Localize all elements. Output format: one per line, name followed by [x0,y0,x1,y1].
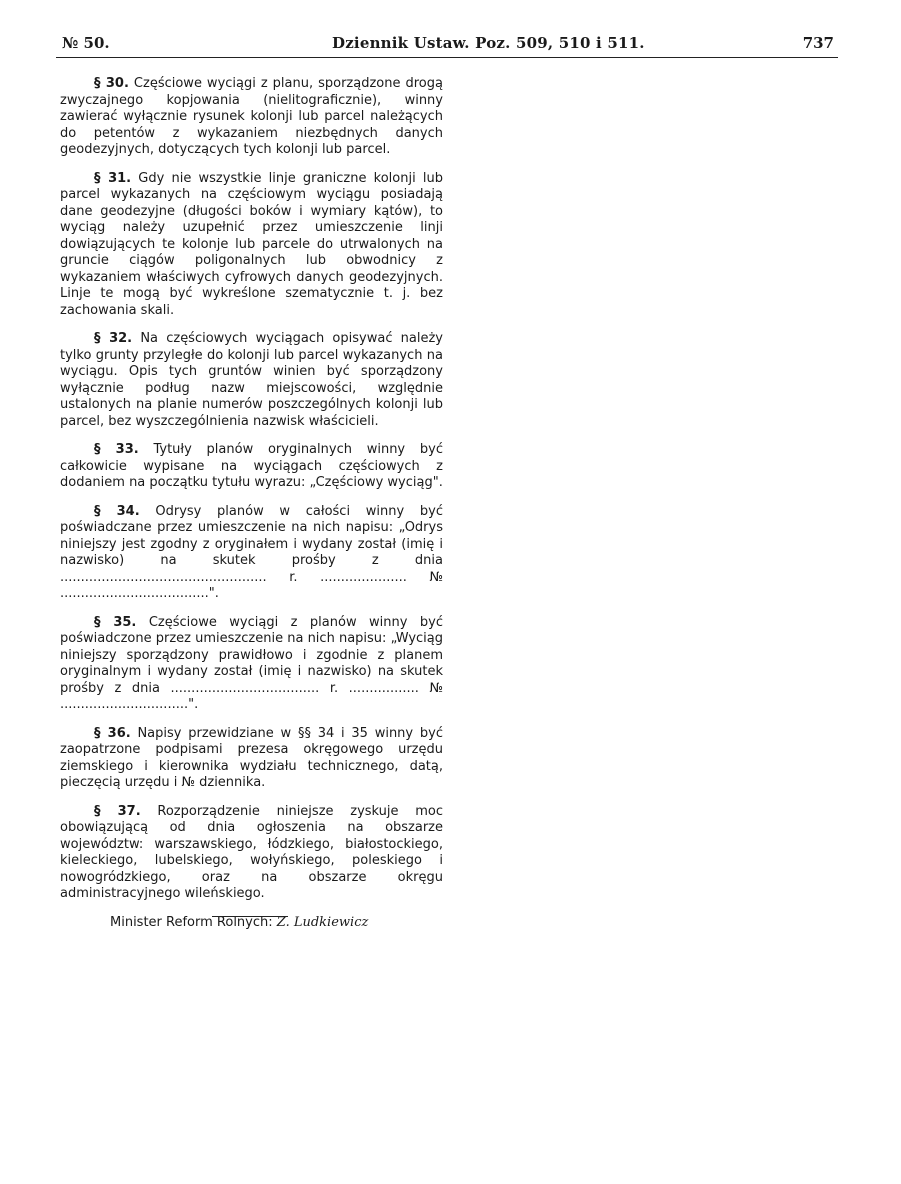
paragraph-text: Napisy przewidziane w §§ 34 i 35 winny być zaopatrzone podpisami prezesa okręgowego urzędu ziemskiego i kierownika wydziału technicznego, datą, pieczęcią urzędu i № dziennika. [60,725,443,790]
paragraph-text: Na częściowych wyciągach opisywać należy tylko grunty przyległe do kolonji lub parcel wykazanych na wyciągu. Opis tych gruntów winien być sporządzony wyłącznie podług nazw miejscowości, względnie ustalonych na planie numerów poszczególnych kolonji lub parcel, bez wyszczególnienia nazwisk właścicieli. [60,331,443,429]
paragraph-31 [60,171,443,320]
text-column [60,76,443,931]
paragraph-text: Gdy nie wszystkie linje graniczne kolonji lub parcel wykazanych na częściowym wyciągu posiadają dane geodezyjne (długości boków i wymiary kątów), to wyciąg należy uzupełnić przez umieszczenie linji dowiązujących te kolonje lub parcele do utrwalonych na gruncie ciągów poligonalnych lub obwodnicy z wykazaniem właściwych cyfrowych danych geodezyjnych. Linje te mogą być wykreślone szematycznie t. j. bez zachowania skali. [60,170,443,318]
paragraph-35 [60,615,443,714]
paragraph-34 [60,504,443,603]
paragraph-text: Częściowe wyciągi z planów winny być poświadczone przez umieszczenie na nich napisu: „Wyciąg niniejszy sporządzony prawidłowo i zgodnie z planem oryginalnym i wydany został (imię i nazwisko) na skutek prośby z dnia .................................... r. ................. № ...............................". [60,614,443,712]
paragraph-text: Rozporządzenie niniejsze zyskuje moc obowiązującą od dnia ogłoszenia na obszarze województw: warszawskiego, łódzkiego, białostockiego, kieleckiego, lubelskiego, wołyńskiego, poleskiego i nowogródzkiego, oraz na obszarze okręgu administracyjnego wileńskiego. [60,803,443,901]
section-number: § 31. [94,170,132,186]
closing-rule [212,916,288,917]
page-number: 737 [802,34,834,52]
paragraph-36 [60,726,443,792]
paragraph-33 [60,442,443,492]
paragraph-30 [60,76,443,159]
header-rule [56,57,838,58]
journal-title: Dziennik Ustaw. Poz. 509, 510 i 511. [332,34,645,52]
page-header [56,34,838,56]
paragraph-37 [60,804,443,903]
paragraph-text: Częściowe wyciągi z planu, sporządzone drogą zwyczajnego kopjowania (nielitograficznie), winny zawierać wyłącznie rysunek kolonji lub parcel należących do petentów z wykazaniem niezbędnych danych geodezyjnych, dotyczących tych kolonji lub parcel. [60,76,443,157]
signature-title: Minister Reform Rolnych: [110,914,273,930]
section-number: § 37. [94,803,141,819]
section-number: § 32. [94,331,133,346]
section-number: § 35. [94,614,137,630]
section-number: § 30. [94,76,129,91]
section-number: § 36. [94,725,131,741]
paragraph-text: Tytuły planów oryginalnych winny być całkowicie wypisane na wyciągach częściowych z dodaniem na początku tytułu wyrazu: „Częściowy wyciąg". [60,442,443,490]
signature-name: Z. Ludkiewicz [276,914,369,930]
section-number: § 33. [94,442,139,457]
paragraph-text: Odrysy planów w całości winny być poświadczane przez umieszczenie na nich napisu: „Odrys niniejszy jest zgodny z oryginałem i wydany został (imię i nazwisko) na skutek prośby z dnia .................................................. r. ..................... № ....................................". [60,503,443,601]
section-number: § 34. [94,503,140,519]
issue-number: № 50. [62,34,110,52]
paragraph-32 [60,331,443,430]
